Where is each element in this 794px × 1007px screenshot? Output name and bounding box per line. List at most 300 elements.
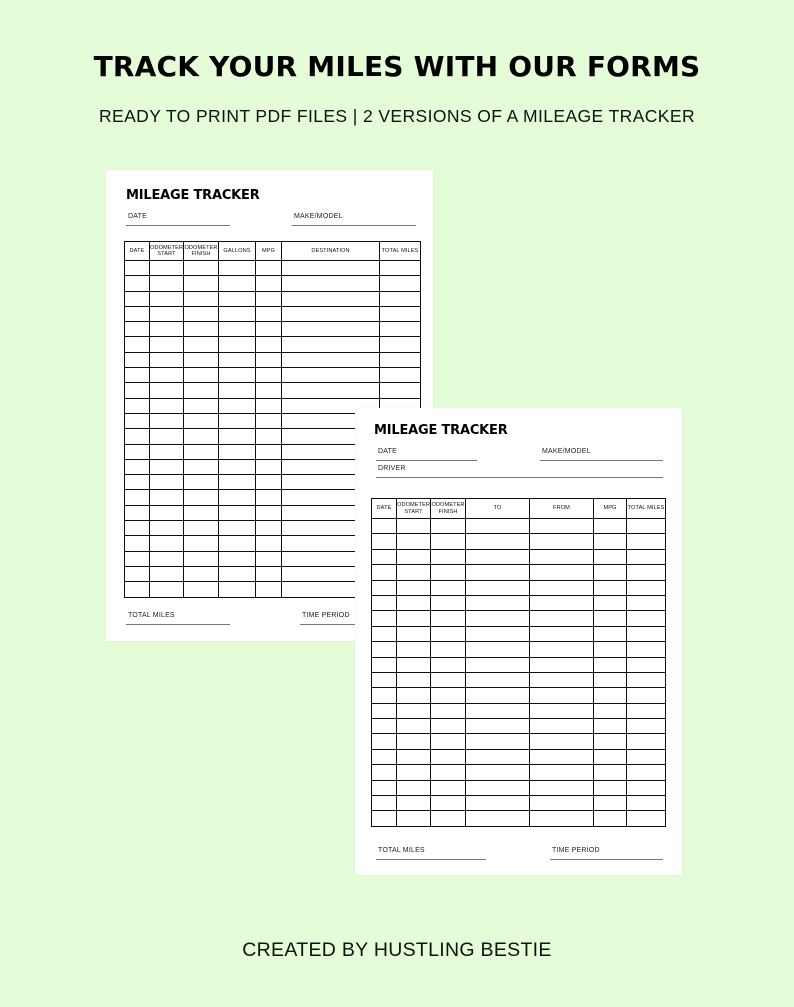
date-label: DATE: [378, 448, 397, 455]
table-cell: [466, 580, 530, 595]
table-cell: [125, 505, 150, 520]
table-row: [125, 383, 421, 398]
table-row: [125, 276, 421, 291]
table-cell: [256, 490, 282, 505]
page-headline: TRACK YOUR MILES WITH OUR FORMS: [93, 50, 701, 83]
table-cell: [372, 703, 397, 718]
table-cell: [380, 261, 421, 276]
table-cell: [256, 322, 282, 337]
table-cell: [184, 566, 219, 581]
table-cell: [431, 611, 466, 626]
table-cell: [594, 765, 627, 780]
table-cell: [594, 749, 627, 764]
table-cell: [530, 672, 594, 687]
table-row: [125, 337, 421, 352]
table-cell: [397, 672, 431, 687]
table-cell: [397, 642, 431, 657]
table-cell: [184, 582, 219, 597]
table-cell: [125, 551, 150, 566]
table-cell: [627, 595, 666, 610]
table-cell: [219, 566, 256, 581]
table-cell: [282, 306, 380, 321]
table-cell: [627, 796, 666, 811]
table-cell: [530, 580, 594, 595]
table-cell: [530, 595, 594, 610]
table-cell: [125, 429, 150, 444]
table-cell: [125, 398, 150, 413]
table-cell: [627, 642, 666, 657]
table-cell: [466, 796, 530, 811]
table-cell: [256, 383, 282, 398]
table-cell: [431, 734, 466, 749]
table-cell: [594, 811, 627, 826]
table-cell: [466, 719, 530, 734]
table-cell: [150, 490, 184, 505]
table-cell: [184, 291, 219, 306]
table-cell: [627, 719, 666, 734]
table-cell: [627, 580, 666, 595]
table-cell: [184, 490, 219, 505]
table-cell: [397, 595, 431, 610]
table-row: [125, 352, 421, 367]
table-cell: [530, 796, 594, 811]
table-cell: [282, 322, 380, 337]
table-cell: [627, 657, 666, 672]
table-cell: [431, 519, 466, 534]
table-cell: [125, 368, 150, 383]
table-cell: [466, 534, 530, 549]
driver-label: DRIVER: [378, 465, 406, 472]
table-cell: [372, 611, 397, 626]
table-cell: [125, 566, 150, 581]
time-period-label: TIME PERIOD: [302, 612, 350, 619]
table-cell: [150, 322, 184, 337]
table-cell: [256, 566, 282, 581]
table-cell: [150, 444, 184, 459]
table-cell: [372, 626, 397, 641]
table-cell: [256, 536, 282, 551]
table-cell: [219, 383, 256, 398]
table-cell: [594, 703, 627, 718]
table-cell: [380, 337, 421, 352]
table-row: [372, 657, 666, 672]
column-header-mpg: MPG: [594, 499, 627, 519]
table-cell: [184, 368, 219, 383]
table-cell: [282, 337, 380, 352]
table-row: [372, 611, 666, 626]
table-cell: [372, 657, 397, 672]
table-cell: [627, 672, 666, 687]
table-cell: [397, 703, 431, 718]
table-cell: [466, 703, 530, 718]
column-header-odometer-start: ODOMETER START: [397, 499, 431, 519]
table-cell: [256, 475, 282, 490]
table-cell: [219, 413, 256, 428]
table-cell: [219, 505, 256, 520]
table-cell: [530, 549, 594, 564]
table-cell: [150, 566, 184, 581]
table-cell: [282, 291, 380, 306]
footer-credit: CREATED BY HUSTLING BESTIE: [242, 939, 552, 961]
table-cell: [466, 688, 530, 703]
column-header-gallons: GALLONS: [219, 242, 256, 261]
table-cell: [594, 688, 627, 703]
table-cell: [184, 459, 219, 474]
table-cell: [184, 398, 219, 413]
table-cell: [530, 780, 594, 795]
table-cell: [372, 780, 397, 795]
table-cell: [150, 551, 184, 566]
table-cell: [256, 459, 282, 474]
table-cell: [219, 398, 256, 413]
table-cell: [256, 306, 282, 321]
table-cell: [380, 306, 421, 321]
table-cell: [530, 611, 594, 626]
table-cell: [372, 749, 397, 764]
table-row: [372, 749, 666, 764]
table-cell: [256, 505, 282, 520]
table-cell: [184, 521, 219, 536]
table-row: [125, 306, 421, 321]
table-cell: [431, 749, 466, 764]
table-cell: [372, 796, 397, 811]
date-label: DATE: [128, 213, 147, 220]
table-cell: [150, 582, 184, 597]
column-header-odometer-finish: ODOMETER FINISH: [184, 242, 219, 261]
table-cell: [184, 383, 219, 398]
table-row: [372, 765, 666, 780]
table-cell: [125, 521, 150, 536]
table-cell: [150, 459, 184, 474]
table-cell: [530, 765, 594, 780]
table-cell: [219, 352, 256, 367]
table-cell: [150, 352, 184, 367]
table-cell: [372, 580, 397, 595]
table-cell: [219, 551, 256, 566]
table-cell: [594, 642, 627, 657]
table-cell: [256, 413, 282, 428]
table-cell: [431, 657, 466, 672]
table-cell: [466, 780, 530, 795]
table-cell: [397, 734, 431, 749]
table-cell: [431, 565, 466, 580]
table-row: [372, 595, 666, 610]
table-cell: [466, 672, 530, 687]
table-cell: [256, 398, 282, 413]
table-cell: [594, 534, 627, 549]
table-cell: [372, 719, 397, 734]
table-cell: [530, 565, 594, 580]
table-cell: [594, 657, 627, 672]
table-cell: [530, 626, 594, 641]
table-cell: [466, 765, 530, 780]
table-row: [125, 261, 421, 276]
page-subtitle: READY TO PRINT PDF FILES | 2 VERSIONS OF A MILEAGE TRACKER: [98, 106, 695, 126]
table-cell: [431, 534, 466, 549]
table-cell: [372, 672, 397, 687]
table-cell: [150, 368, 184, 383]
column-header-total-miles: TOTAL MILES: [380, 242, 421, 261]
table-cell: [594, 611, 627, 626]
table-cell: [627, 734, 666, 749]
table-cell: [184, 551, 219, 566]
table-cell: [125, 306, 150, 321]
table-cell: [431, 719, 466, 734]
table-cell: [530, 703, 594, 718]
table-cell: [219, 582, 256, 597]
table-cell: [282, 276, 380, 291]
table-cell: [125, 337, 150, 352]
table-cell: [184, 429, 219, 444]
table-cell: [125, 261, 150, 276]
table-cell: [380, 383, 421, 398]
table-cell: [627, 749, 666, 764]
table-cell: [627, 611, 666, 626]
table-cell: [150, 306, 184, 321]
total-miles-field: [126, 612, 230, 625]
table-row: [372, 519, 666, 534]
mileage-log-table: [371, 498, 666, 827]
make-model-label: MAKE/MODEL: [294, 213, 343, 220]
table-cell: [150, 475, 184, 490]
table-cell: [372, 811, 397, 826]
table-cell: [530, 811, 594, 826]
table-row: [372, 534, 666, 549]
table-cell: [256, 276, 282, 291]
table-cell: [256, 521, 282, 536]
column-header-date: DATE: [372, 499, 397, 519]
table-cell: [466, 642, 530, 657]
time-period-label: TIME PERIOD: [552, 847, 600, 854]
table-cell: [219, 337, 256, 352]
table-cell: [594, 734, 627, 749]
table-row: [372, 672, 666, 687]
table-row: [125, 291, 421, 306]
table-cell: [125, 276, 150, 291]
table-cell: [372, 595, 397, 610]
table-cell: [397, 534, 431, 549]
column-header-mpg: MPG: [256, 242, 282, 261]
table-cell: [256, 261, 282, 276]
table-cell: [219, 306, 256, 321]
table-cell: [150, 536, 184, 551]
table-cell: [466, 811, 530, 826]
table-cell: [431, 796, 466, 811]
table-cell: [125, 582, 150, 597]
table-cell: [150, 505, 184, 520]
table-cell: [256, 429, 282, 444]
table-cell: [150, 429, 184, 444]
table-cell: [594, 565, 627, 580]
table-cell: [372, 688, 397, 703]
table-cell: [219, 490, 256, 505]
table-cell: [627, 688, 666, 703]
table-cell: [282, 352, 380, 367]
sheet-title: MILEAGE TRACKER: [374, 423, 508, 438]
table-cell: [150, 383, 184, 398]
table-cell: [431, 595, 466, 610]
table-cell: [150, 276, 184, 291]
table-cell: [397, 580, 431, 595]
table-cell: [282, 261, 380, 276]
table-cell: [372, 534, 397, 549]
table-cell: [150, 521, 184, 536]
table-cell: [184, 536, 219, 551]
table-cell: [219, 459, 256, 474]
table-cell: [372, 519, 397, 534]
table-cell: [466, 595, 530, 610]
table-row: [372, 734, 666, 749]
table-cell: [627, 534, 666, 549]
table-cell: [125, 536, 150, 551]
date-field: [376, 448, 477, 461]
table-cell: [256, 352, 282, 367]
table-cell: [431, 549, 466, 564]
table-cell: [219, 276, 256, 291]
table-cell: [184, 306, 219, 321]
table-row: [372, 580, 666, 595]
table-cell: [431, 765, 466, 780]
table-cell: [219, 444, 256, 459]
table-cell: [380, 368, 421, 383]
table-cell: [397, 719, 431, 734]
table-cell: [380, 352, 421, 367]
table-cell: [594, 796, 627, 811]
table-cell: [184, 261, 219, 276]
table-cell: [466, 519, 530, 534]
table-cell: [184, 475, 219, 490]
table-cell: [125, 291, 150, 306]
table-cell: [282, 383, 380, 398]
table-cell: [397, 565, 431, 580]
table-cell: [125, 322, 150, 337]
table-cell: [150, 413, 184, 428]
column-header-from: FROM: [530, 499, 594, 519]
table-cell: [594, 595, 627, 610]
table-row: [372, 719, 666, 734]
table-cell: [372, 642, 397, 657]
table-cell: [125, 383, 150, 398]
column-header-odometer-finish: ODOMETER FINISH: [431, 499, 466, 519]
table-cell: [466, 626, 530, 641]
table-row: [372, 626, 666, 641]
table-cell: [594, 549, 627, 564]
table-cell: [530, 519, 594, 534]
table-cell: [150, 261, 184, 276]
table-cell: [184, 276, 219, 291]
table-cell: [125, 459, 150, 474]
table-row: [372, 703, 666, 718]
total-miles-field: [376, 847, 486, 860]
table-cell: [184, 413, 219, 428]
table-cell: [431, 580, 466, 595]
total-miles-label: TOTAL MILES: [128, 612, 175, 619]
table-cell: [397, 796, 431, 811]
table-cell: [431, 688, 466, 703]
table-cell: [594, 719, 627, 734]
table-cell: [397, 611, 431, 626]
table-cell: [627, 703, 666, 718]
table-cell: [627, 565, 666, 580]
table-cell: [431, 780, 466, 795]
table-cell: [380, 276, 421, 291]
table-row: [125, 368, 421, 383]
column-header-date: DATE: [125, 242, 150, 261]
table-cell: [431, 703, 466, 718]
make-model-field: [292, 213, 416, 226]
table-cell: [530, 719, 594, 734]
table-cell: [150, 398, 184, 413]
table-cell: [466, 657, 530, 672]
table-body: [372, 519, 666, 827]
table-cell: [256, 291, 282, 306]
table-cell: [397, 519, 431, 534]
table-cell: [380, 322, 421, 337]
table-cell: [627, 811, 666, 826]
table-cell: [125, 444, 150, 459]
table-cell: [397, 549, 431, 564]
total-miles-label: TOTAL MILES: [378, 847, 425, 854]
table-cell: [150, 291, 184, 306]
table-cell: [372, 549, 397, 564]
time-period-field: [550, 847, 663, 860]
table-cell: [219, 521, 256, 536]
mileage-tracker-sheet-v2: [355, 408, 682, 875]
table-cell: [594, 626, 627, 641]
table-cell: [397, 811, 431, 826]
table-row: [372, 642, 666, 657]
table-cell: [466, 734, 530, 749]
table-cell: [256, 444, 282, 459]
column-header-destination: DESTINATION: [282, 242, 380, 261]
table-cell: [627, 765, 666, 780]
table-cell: [256, 582, 282, 597]
table-cell: [397, 765, 431, 780]
table-cell: [184, 505, 219, 520]
make-model-field: [540, 448, 663, 461]
make-model-label: MAKE/MODEL: [542, 448, 591, 455]
table-row: [372, 811, 666, 826]
table-cell: [431, 626, 466, 641]
table-cell: [125, 490, 150, 505]
driver-field: [376, 465, 663, 478]
table-cell: [219, 291, 256, 306]
table-row: [372, 549, 666, 564]
table-cell: [431, 811, 466, 826]
column-header-to: TO: [466, 499, 530, 519]
table-cell: [125, 352, 150, 367]
table-cell: [594, 780, 627, 795]
table-row: [125, 322, 421, 337]
table-cell: [466, 565, 530, 580]
table-cell: [125, 475, 150, 490]
table-cell: [397, 749, 431, 764]
table-cell: [380, 291, 421, 306]
table-cell: [256, 368, 282, 383]
column-header-total-miles: TOTAL MILES: [627, 499, 666, 519]
table-cell: [219, 368, 256, 383]
table-cell: [256, 551, 282, 566]
table-cell: [397, 688, 431, 703]
table-cell: [219, 261, 256, 276]
table-cell: [219, 429, 256, 444]
table-cell: [627, 549, 666, 564]
sheet-title: MILEAGE TRACKER: [126, 188, 260, 203]
table-cell: [184, 337, 219, 352]
table-cell: [466, 749, 530, 764]
table-cell: [256, 337, 282, 352]
table-cell: [372, 765, 397, 780]
